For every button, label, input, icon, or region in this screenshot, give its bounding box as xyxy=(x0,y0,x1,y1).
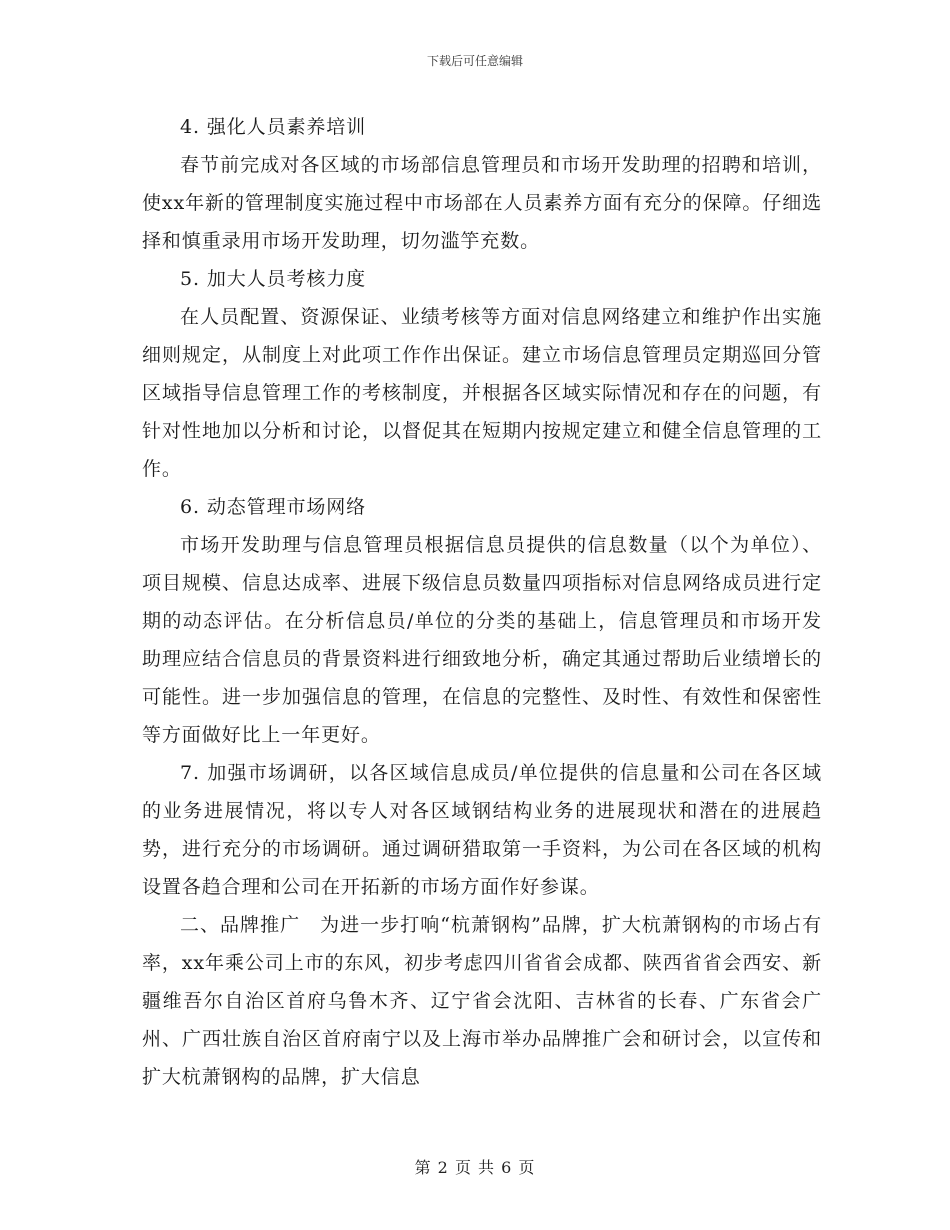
paragraph-brand: 二、品牌推广 为进一步打响“杭萧钢构”品牌，扩大杭萧钢构的市场占有率，xx年乘公司上市的东风，初步考虑四川省省会成都、陕西省省会西安、新疆维吾尔自治区首府乌鲁木齐、辽宁省会沈阳、吉林省的长春、广东省会广州、广西壮族自治区首府南宁以及上海市举办品牌推广会和研讨会，以宣传和扩大杭萧钢构的品牌，扩大信息 xyxy=(142,914,822,1088)
section-heading-6: 6. 动态管理市场网络 xyxy=(180,496,367,518)
page-header: 下载后可任意编辑 xyxy=(426,54,523,68)
paragraph-network: 市场开发助理与信息管理员根据信息员提供的信息数量（以个为单位）、项目规模、信息达成率、进展下级信息员数量四项指标对信息网络成员进行定期的动态评估。在分析信息员/单位的分类的基础上，信息管理员和市场开发助理应结合信息员的背景资料进行细致地分析，确定其通过帮助后业绩增长的可能性。进一步加强信息的管理，在信息的完整性、及时性、有效性和保密性等方面做好比上一年更好。 xyxy=(142,534,822,746)
paragraph-training: 春节前完成对各区域的市场部信息管理员和市场开发助理的招聘和培训，使xx年新的管理制度实施过程中市场部在人员素养方面有充分的保障。仔细选择和慎重录用市场开发助理，切勿滥竽充数。 xyxy=(142,154,822,252)
paragraph-assessment: 在人员配置、资源保证、业绩考核等方面对信息网络建立和维护作出实施细则规定，从制度上对此项工作作出保证。建立市场信息管理员定期巡回分管区域指导信息管理工作的考核制度，并根据各区域实际情况和存在的问题，有针对性地加以分析和讨论，以督促其在短期内按规定建立和健全信息管理的工作。 xyxy=(142,306,822,480)
section-heading-5: 5. 加大人员考核力度 xyxy=(180,268,367,290)
document-body xyxy=(142,108,822,1096)
section-heading-4: 4. 强化人员素养培训 xyxy=(180,116,367,138)
paragraph-research: 7. 加强市场调研，以各区域信息成员/单位提供的信息量和公司在各区域的业务进展情况，将以专人对各区域钢结构业务的进展现状和潜在的进展趋势，进行充分的市场调研。通过调研猎取第一手资料，为公司在各区域的机构设置各趋合理和公司在开拓新的市场方面作好参谋。 xyxy=(142,762,822,898)
page-number: 第 2 页 共 6 页 xyxy=(414,1158,536,1177)
